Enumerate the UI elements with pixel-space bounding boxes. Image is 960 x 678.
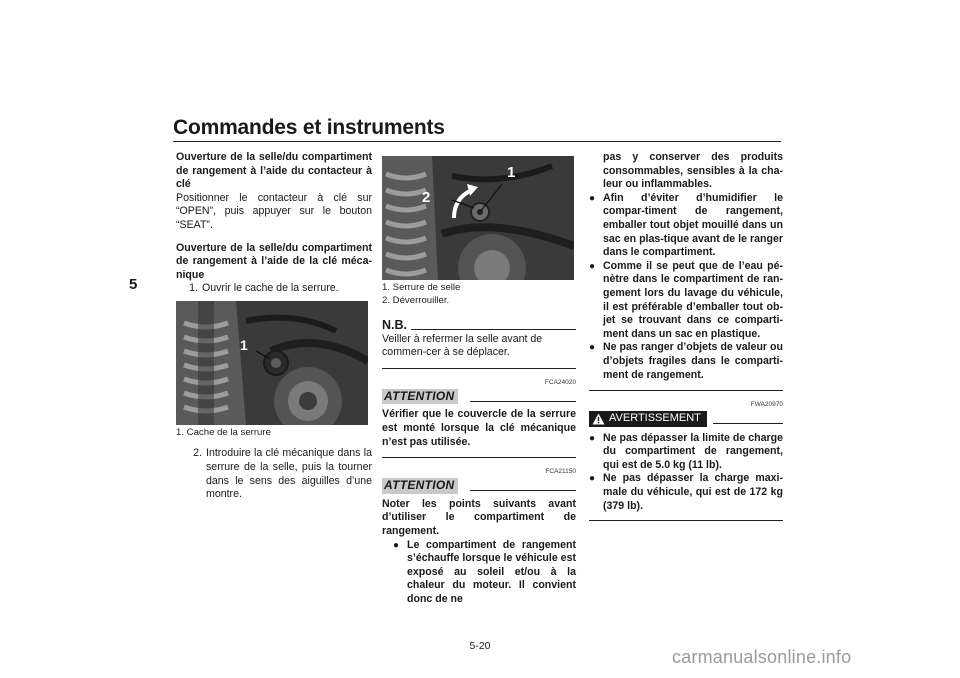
photo-lock-cover [176, 301, 368, 425]
note-rule [411, 329, 576, 330]
attention-text: Vérifier que le couvercle de la serrure est monté lorsque la clé mécanique n’est pas utilisée. [382, 408, 576, 448]
header-rule [173, 141, 781, 142]
step-text: Introduire la clé mécanique dans la serrure de la selle, puis la tourner dans le sens des aiguilles d’une montre. [206, 447, 372, 501]
warning-end-rule [589, 520, 783, 521]
step-text: Ouvrir le cache de la serrure. [202, 282, 339, 295]
step-2 [176, 447, 372, 501]
photo-illustration [176, 301, 368, 425]
watermark: carmanualsonline.info [672, 647, 852, 667]
warning-triangle-icon [592, 413, 605, 425]
warning-label-box [589, 411, 707, 427]
warning-bullet-1 [589, 432, 783, 473]
attention-end-rule [382, 457, 576, 458]
callout-number-2: 2 [422, 189, 431, 206]
attention-intro: Noter les points suivants avant d’utiliser le compartiment de rangement. [382, 497, 576, 537]
filled-circle-icon: ● [589, 260, 596, 272]
attention-header-2 [382, 478, 576, 494]
figure-caption-2: 2. Déverrouiller. [382, 294, 450, 306]
reference-code: FCA24020 [544, 378, 576, 386]
chapter-number: 5 [129, 276, 138, 293]
attention-end-rule [589, 390, 783, 391]
attention-bullet-continued [589, 151, 783, 192]
step-number: 2. [193, 447, 202, 460]
attention-bullet-1 [382, 539, 576, 607]
figure-caption-1: 1. Serrure de selle [382, 282, 461, 293]
bullet-text: Ne pas ranger d’objets de valeur ou d’objets fragiles dans le comparti-ment de rangement. [603, 341, 783, 381]
step-number: 1. [189, 282, 198, 295]
bullet-text: Ne pas dépasser la charge maxi-male du véhicule, qui est de 172 kg (379 lb). [603, 472, 783, 512]
bullet-text: Le compartiment de rangement s’échauffe lorsque le véhicule est exposé au soleil et/ou à la chaleur du moteur. Il convient donc de ne [407, 538, 576, 605]
bullet-text: pas y conserver des produits consommables, sensibles à la cha-leur ou inflammables. [603, 151, 783, 191]
step-1 [176, 282, 372, 296]
paragraph-key-switch: Positionner le contacteur à clé sur “OPEN”, puis appuyer sur le bouton “SEAT”. [176, 191, 372, 231]
attention-label: ATTENTION [382, 389, 458, 405]
warning-header [589, 411, 783, 427]
attention-bullet-4 [589, 341, 783, 382]
attention-rule [470, 401, 576, 402]
reference-code: FCA21150 [545, 468, 576, 476]
warning-rule [713, 423, 783, 424]
callout-number: 1 [240, 336, 248, 353]
filled-circle-icon: ● [589, 473, 596, 485]
photo-illustration [382, 156, 574, 280]
attention-rule [470, 490, 576, 491]
filled-circle-icon: ● [589, 432, 596, 444]
column-3 [589, 151, 783, 521]
bullet-text: Afin d’éviter d’humidifier le compar-timent de rangement, emballer tout objet mouillé dans un sac en plas-tique avant de le ranger dans le compartiment. [603, 191, 783, 259]
column-1 [176, 151, 372, 502]
page-number: 5-20 [469, 640, 491, 652]
note-text: Veiller à refermer la selle avant de commen-cer à se déplacer. [382, 332, 543, 359]
attention-bullet-3 [589, 260, 783, 342]
filled-circle-icon: ● [589, 342, 596, 354]
column-2 [382, 156, 576, 607]
attention-bullet-2 [589, 192, 783, 260]
note-end-rule [382, 368, 576, 369]
warning-bullet-2 [589, 472, 783, 513]
section-heading-key-switch: Ouverture de la selle/du compartiment de rangement à l’aide du contacteur à clé [176, 151, 372, 191]
page-title: Commandes et instruments [173, 116, 445, 139]
filled-circle-icon: ● [393, 539, 400, 551]
callout-number-1: 1 [507, 164, 516, 181]
bullet-text: Ne pas dépasser la limite de charge du compartiment de rangement, qui est de 5.0 kg (11 lb). [603, 431, 783, 471]
attention-label: ATTENTION [382, 478, 458, 494]
reference-code: FWA20970 [750, 401, 783, 409]
section-heading-mechanical-key: Ouverture de la selle/du compartiment de rangement à l’aide de la clé méca-nique [176, 241, 372, 281]
figure-caption: 1. Cache de la serrure [176, 426, 271, 438]
filled-circle-icon: ● [589, 192, 596, 204]
attention-header [382, 389, 576, 405]
note-label: N.B. [382, 318, 407, 332]
photo-seat-lock [382, 156, 574, 280]
warning-label: AVERTISSEMENT [609, 412, 701, 425]
bullet-text: Comme il se peut que de l’eau pé-nètre dans le compartiment de ran-gement lors du lavage du véhicule, il est préférable d’emballer tout ob-jet se trouvant dans ce comparti-ment dans un sac en plastique. [603, 259, 783, 340]
note-header [382, 319, 576, 333]
